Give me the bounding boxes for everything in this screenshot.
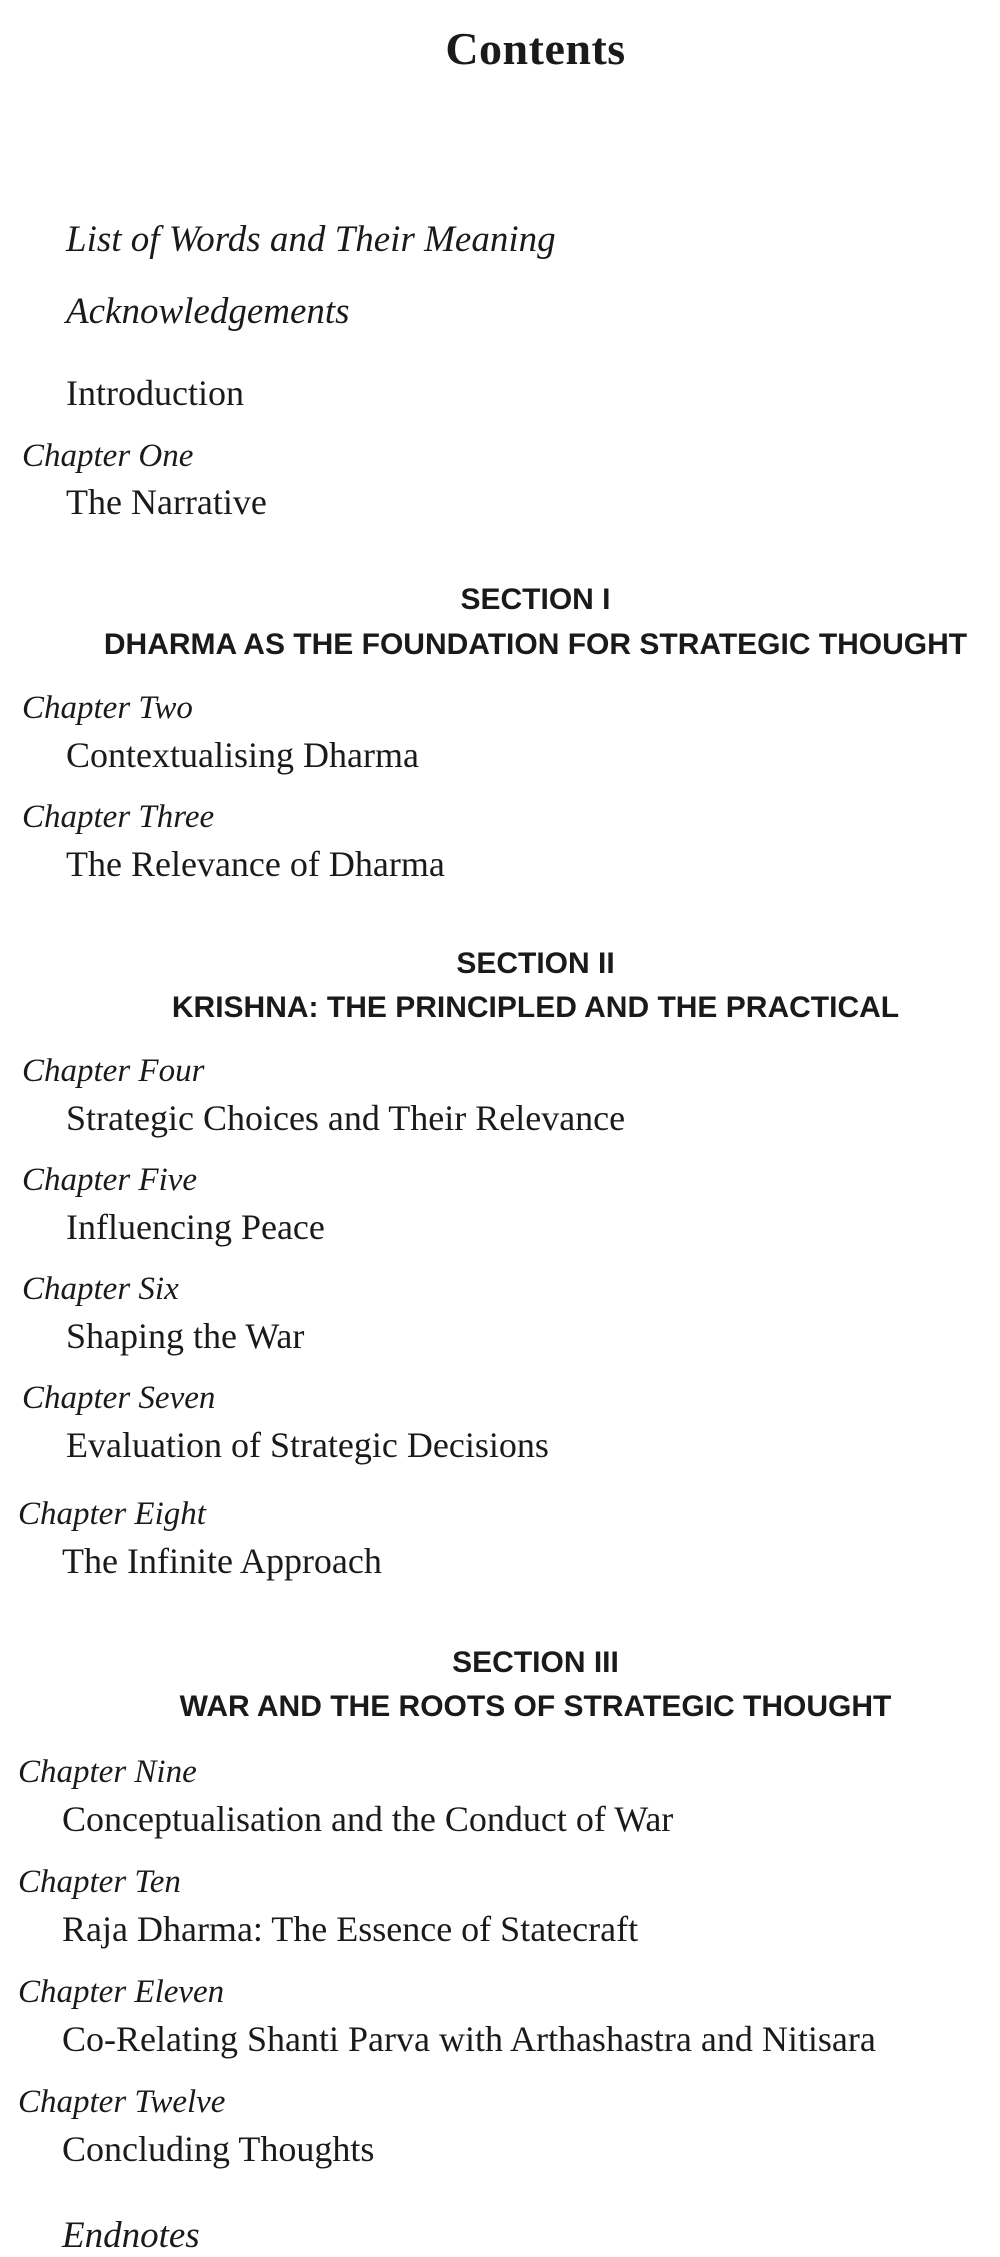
chapter-seven-label: Chapter Seven [22,1380,216,1416]
chapter-twelve-label: Chapter Twelve [18,2084,226,2120]
section-2-heading: KRISHNA: THE PRINCIPLED AND THE PRACTICAL [171,991,900,1024]
section-2-number: SECTION II [456,947,615,980]
section-3-heading: WAR AND THE ROOTS OF STRATEGIC THOUGHT [179,1690,892,1723]
chapter-eight-label: Chapter Eight [18,1496,206,1532]
section-1-number: SECTION I [460,583,611,616]
chapter-ten-title[interactable]: Raja Dharma: The Essence of Statecraft [62,1909,639,1949]
chapter-five-label: Chapter Five [22,1162,198,1198]
chapter-twelve-title[interactable]: Concluding Thoughts [62,2129,375,2169]
chapter-six-label: Chapter Six [22,1271,179,1307]
chapter-one-title[interactable]: The Narrative [66,482,267,522]
list-of-words-entry[interactable]: List of Words and Their Meaning [66,219,556,260]
chapter-four-label: Chapter Four [22,1053,205,1089]
chapter-two-label: Chapter Two [22,690,193,726]
chapter-four-title[interactable]: Strategic Choices and Their Relevance [66,1098,626,1138]
section-3-number: SECTION III [452,1646,619,1679]
chapter-three-title[interactable]: The Relevance of Dharma [66,844,445,884]
chapter-two-title[interactable]: Contextualising Dharma [66,735,419,775]
chapter-seven-title[interactable]: Evaluation of Strategic Decisions [66,1425,549,1465]
endnotes-entry[interactable]: Endnotes [62,2215,200,2256]
chapter-nine-label: Chapter Nine [18,1754,197,1790]
page-title: Contents [445,23,626,74]
chapter-six-title[interactable]: Shaping the War [66,1316,305,1356]
chapter-ten-label: Chapter Ten [18,1864,181,1900]
acknowledgements-entry[interactable]: Acknowledgements [66,291,350,332]
section-1-heading: DHARMA AS THE FOUNDATION FOR STRATEGIC THOUGHT [103,628,968,661]
chapter-five-title[interactable]: Influencing Peace [66,1207,325,1247]
chapter-eleven-title[interactable]: Co-Relating Shanti Parva with Arthashastra and Nitisara [62,2019,876,2059]
chapter-one-label: Chapter One [22,438,194,474]
chapter-eleven-label: Chapter Eleven [18,1974,225,2010]
introduction-entry[interactable]: Introduction [66,373,244,413]
chapter-eight-title[interactable]: The Infinite Approach [62,1541,382,1581]
chapter-three-label: Chapter Three [22,799,215,835]
chapter-nine-title[interactable]: Conceptualisation and the Conduct of War [62,1799,674,1839]
